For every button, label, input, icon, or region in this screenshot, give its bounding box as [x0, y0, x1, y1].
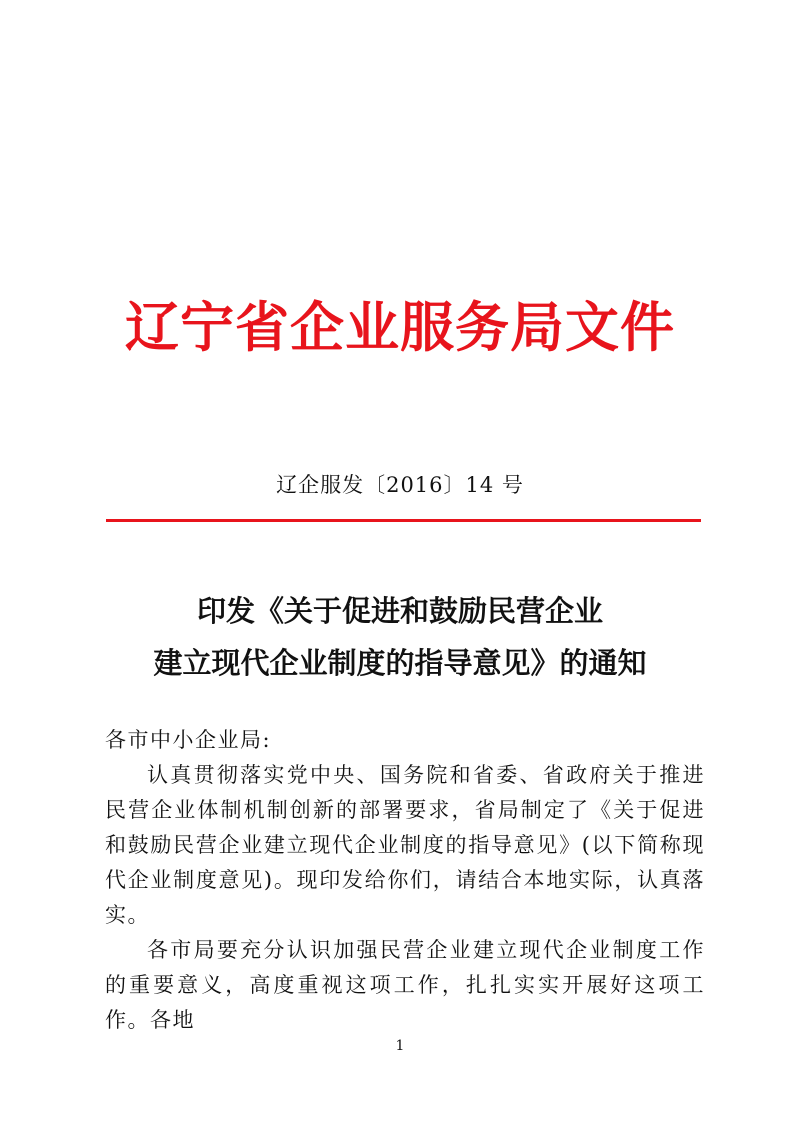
title-line-2: 建立现代企业制度的指导意见》的通知	[153, 646, 647, 680]
title-line-1: 印发《关于促进和鼓励民营企业	[196, 594, 603, 628]
document-body	[105, 723, 705, 1038]
page-number: 1	[395, 1038, 405, 1054]
salutation: 各市中小企业局:	[105, 728, 272, 752]
document-number: 辽企服发〔2016〕14 号	[276, 473, 524, 497]
body-paragraph-2: 各市局要充分认识加强民营企业建立现代企业制度工作的重要意义，高度重视这项工作，扎扎实实开展好这项工作。各地	[105, 938, 705, 1032]
red-divider-line	[106, 519, 701, 522]
document-masthead: 辽宁省企业服务局文件	[125, 296, 675, 359]
body-paragraph-1: 认真贯彻落实党中央、国务院和省委、省政府关于推进民营企业体制机制创新的部署要求，省局制定了《关于促进和鼓励民营企业建立现代企业制度的指导意见》(以下简称现代企业制度意见)。现印发给你们，请结合本地实际，认真落实。	[105, 763, 705, 927]
document-title	[0, 585, 800, 689]
